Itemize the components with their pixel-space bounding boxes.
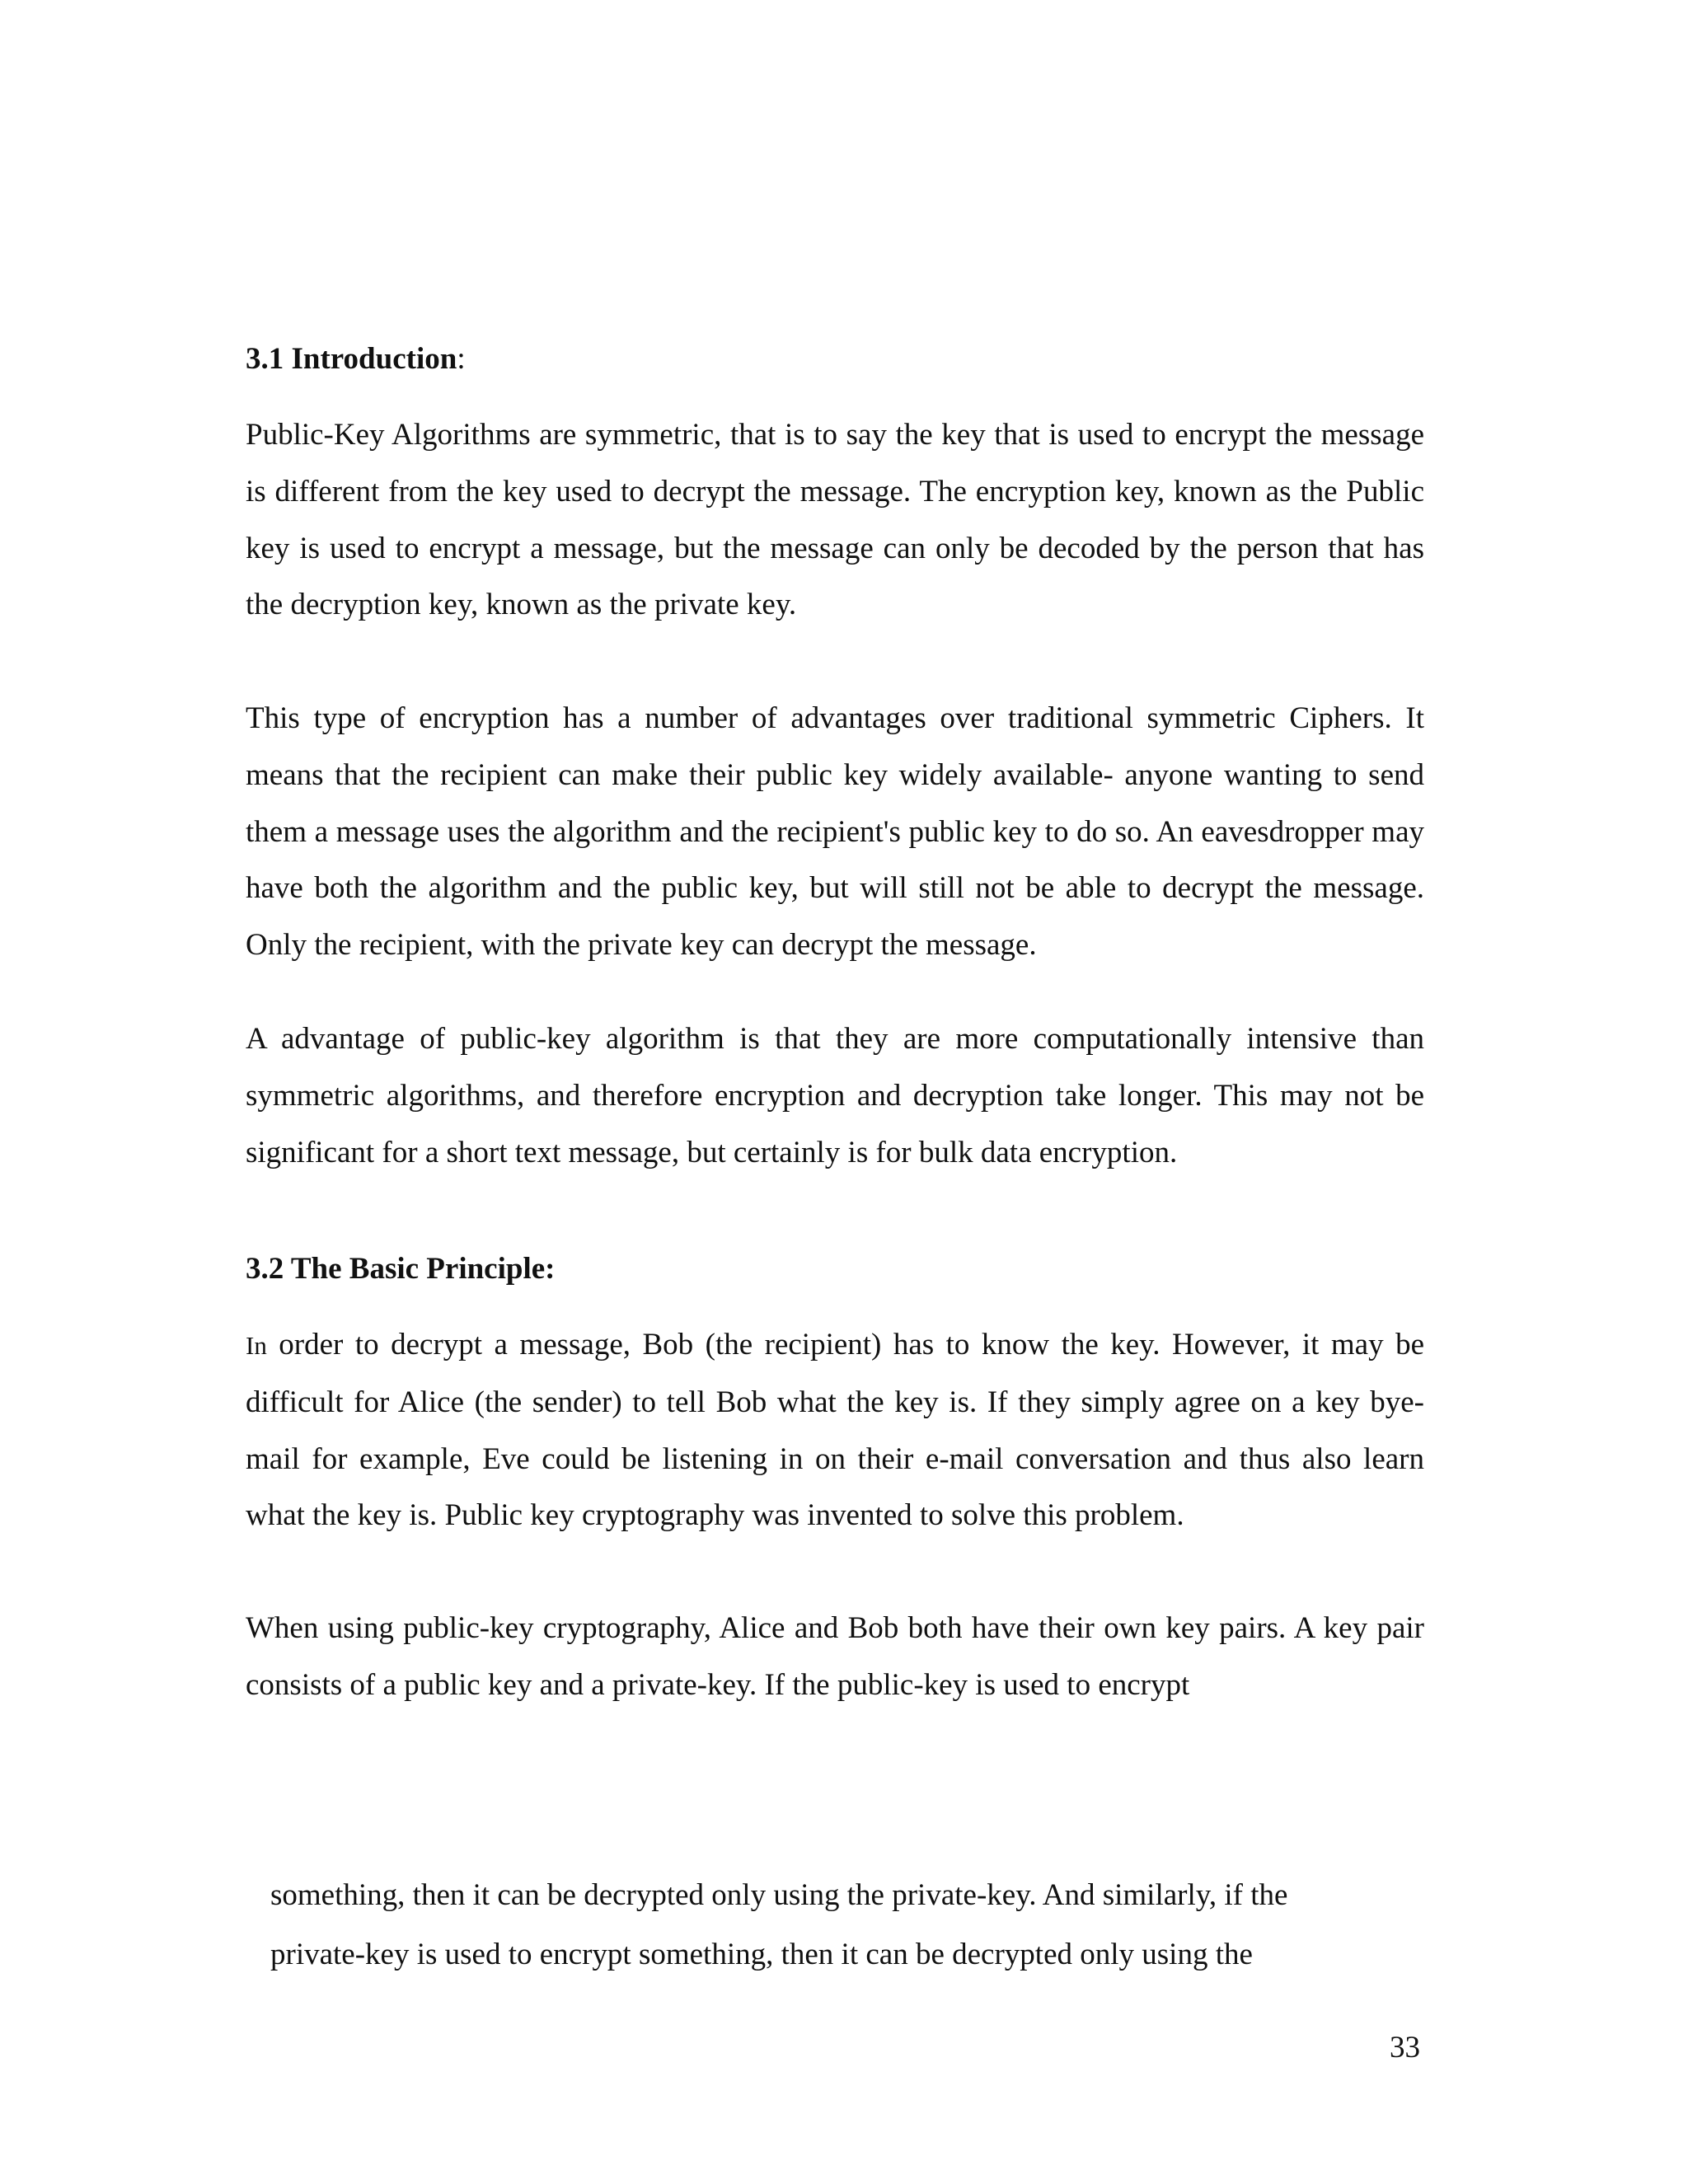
section-heading-introduction-text: 3.1 Introduction: [246, 342, 457, 376]
intro-paragraph-3: A advantage of public-key algorithm is that they are more computationally intensive than symmetric algorithms, and therefore encryption and decryption take longer. This may not be significant for a short text message, but certainly is for bulk data encryption.: [246, 1022, 1424, 1169]
intro-paragraph-2: This type of encryption has a number of advantages over traditional symmetric Ciphers. It means that the recipient can make their public key widely available- anyone wanting to send them a message uses the algorithm and the recipient's public key to do so. An eavesdropper may have both the algorithm and the public key, but will still not be able to decrypt the message. Only the recipient, with the private key can decrypt the message.: [246, 701, 1424, 963]
continuation-line-1: something, then it can be decrypted only using the private-key. And similarly, if the: [270, 1878, 1288, 1912]
intro-paragraph-1: Public-Key Algorithms are symmetric, that is to say the key that is used to encrypt the message is different from the key used to decrypt the message. The encryption key, known as the Public key is used to encrypt a message, but the message can only be decoded by the person that has the decryption key, known as the private key.: [246, 418, 1424, 622]
section-heading-basic-principle: 3.2 The Basic Principle:: [246, 1252, 556, 1286]
principle-paragraph-1: [246, 1317, 1424, 1544]
section-heading-introduction: [246, 340, 466, 379]
principle-paragraph-1-text: order to decrypt a message, Bob (the recipient) has to know the key. However, it may be difficult for Alice (the sender) to tell Bob what the key is. If they simply agree on a key bye-mail for example, Eve could be listening in on their e-mail conversation and thus also learn what the key is. Public key cryptography was invented to solve this problem.: [246, 1328, 1424, 1533]
continuation-line-2: private-key is used to encrypt something, then it can be decrypted only using the: [270, 1938, 1253, 1971]
section-heading-colon: :: [457, 342, 466, 376]
page-number: 33: [1390, 2031, 1420, 2064]
principle-paragraph-2: When using public-key cryptography, Alice and Bob both have their own key pairs. A key pair consists of a public key and a private-key. If the public-key is used to encrypt: [246, 1611, 1424, 1702]
principle-paragraph-1-lead: In: [246, 1331, 267, 1360]
